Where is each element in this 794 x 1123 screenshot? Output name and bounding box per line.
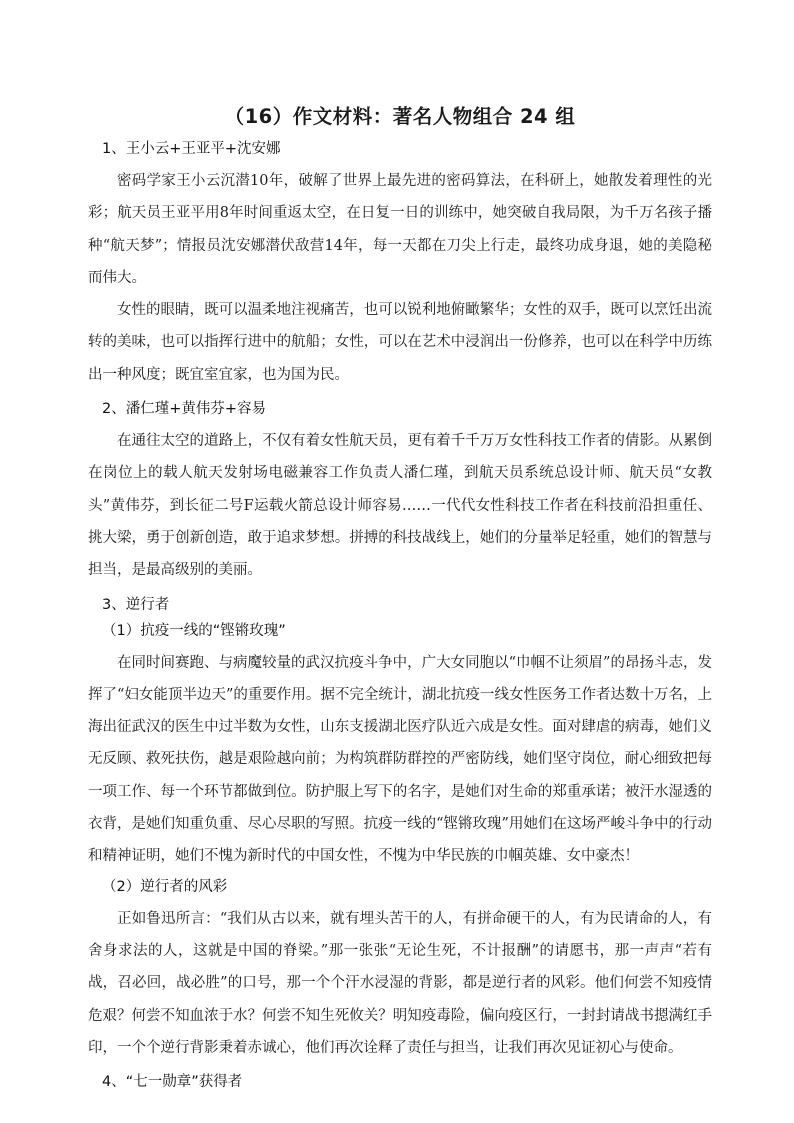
section-4 [88,1072,712,1092]
page-title: （16）作文材料：著名人物组合 24 组 [224,105,576,128]
paragraph: 正如鲁迅所言：“我们从古以来，就有埋头苦干的人，有拼命硬干的人，有为民请命的人，有舍身求法的人，这就是中国的脊梁。”那一张张“无论生死，不计报酬”的请愿书，那一声声“若有战，召必回，战必胜”的口号，那一个个汗水浸湿的背影，都是逆行者的风彩。他们何尝不知疫情危艰？何尝不知血浓于水？何尝不知生死攸关？明知疫毒险，偏向疫区行，一封封请战书摁满红手印，一个个逆行背影秉着赤诚心，他们再次诠释了责任与担当，让我们再次见证初心与使命。 [88,910,712,1056]
paragraph: 在同时间赛跑、与病魔较量的武汉抗疫斗争中，广大女同胞以“巾帼不让须眉”的昂扬斗志，发挥了“妇女能顶半边天”的重要作用。据不完全统计，湖北抗疫一线女性医务工作者达数十万名，上海出征武汉的医生中过半数为女性，山东支援湖北医疗队近六成是女性。面对肆虐的病毒，她们义无反顾、救死扶伤，越是艰险越向前；为构筑群防群控的严密防线，她们坚守岗位，耐心细致把每一项工作、每一个环节都做到位。防护服上写下的名字，是她们对生命的郑重承诺；被汗水湿透的衣背，是她们知重负重、尽心尽职的写照。抗疫一线的“铿锵玫瑰”用她们在这场严峻斗争中的行动和精神证明，她们不愧为新时代的中国女性，不愧为中华民族的巾帼英雄、女中豪杰！ [88,654,712,865]
section-3 [88,595,712,1065]
section-heading: 4、“七一勋章”获得者 [102,1074,243,1091]
paragraph: 在通往太空的道路上，不仅有着女性航天员，更有着千千万万女性科技工作者的倩影。从累倒在岗位上的载人航天发射场电磁兼容工作负责人潘仁瑾，到航天员系统总设计师、航天员“女教头”黄伟芬，到长征二号F运载火箭总设计师容易……一代代女性科技工作者在科技前沿担重任、挑大梁，勇于创新创造，敢于追求梦想。拼搏的科技战线上，她们的分量举足轻重，她们的智慧与担当，是最高级别的美丽。 [88,433,712,579]
section-2 [88,399,712,586]
section-heading: 2、潘仁瑾+黄伟芬+容易 [102,401,267,418]
paragraph: 女性的眼睛，既可以温柔地注视痛苦，也可以锐利地俯瞰繁华；女性的双手，既可以烹饪出流转的美味，也可以指挥行进中的航船；女性，可以在艺术中浸润出一份修养，也可以在科学中历练出一种风度；既宜室宜家，也为国为民。 [88,302,712,383]
section-1 [88,139,712,391]
document-body [88,103,712,1098]
section-heading: 1、王小云+王亚平+沈安娜 [102,141,281,157]
paragraph: 密码学家王小云沉潜10年，破解了世界上最先进的密码算法，在科研上，她散发着理性的光彩；航天员王亚平用8年时间重返太空，在日复一日的训练中，她突破自我局限，为千万名孩子播种“航天梦”；情报员沈安娜潜伏敌营14年，每一天都在刀尖上行走，最终功成身退，她的美隐秘而伟大。 [88,173,712,286]
subsection-heading: （2）逆行者的风彩 [102,878,228,895]
subsection-heading: （1）抗疫一线的“铿锵玫瑰” [102,622,286,639]
section-heading: 3、逆行者 [102,596,170,613]
